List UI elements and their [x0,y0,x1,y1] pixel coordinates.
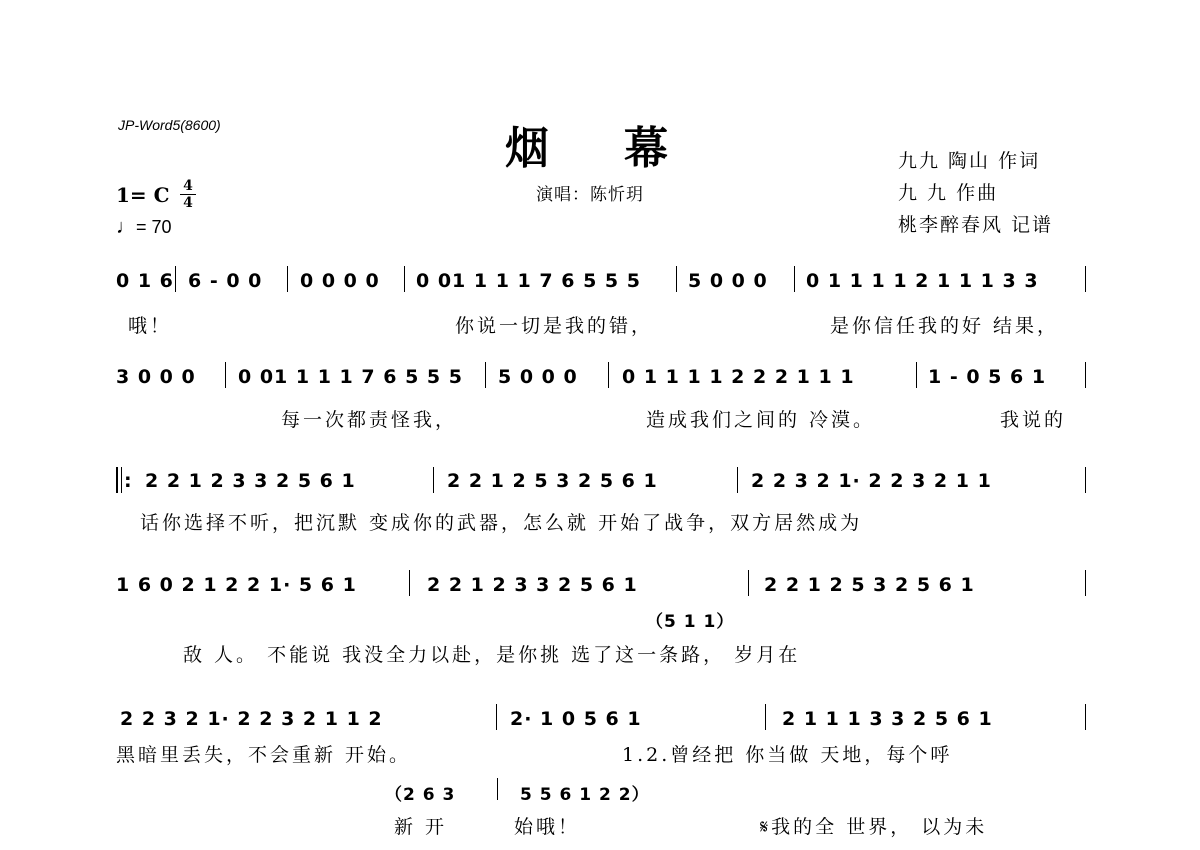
row1-lyric2: 你说一切是我的错， [455,315,654,337]
composer-credit: 九 九 作曲 [898,182,999,204]
row3-measure2: 2 2 1 2 5 3 2 5 6 1 [447,470,658,492]
row1-lyric1: 哦！ [128,315,173,337]
row4-measure2: 2 2 1 2 3 3 2 5 6 1 [427,574,638,596]
row4-lyrics: 敌 人。 不能说 我没全力以赴，是你挑 选了这一条路， 岁月在 [183,644,801,666]
alt-ending-lyric3: 𝄋我的全 世界， 以为未 [760,816,988,838]
row2-measure4: 0 1 1 1 1 2 2 2 1 1 1 [622,366,855,388]
row4-measure1: 1 6 0 2 1 2 2 1· 5 6 1 [116,574,357,596]
time-signature-top: 4 [183,178,193,194]
row2-lyric3: 我说的 [1000,409,1067,431]
time-signature-bottom: 4 [183,195,193,211]
alt-ending-lyric2: 始哦！ [514,816,581,838]
row2-lyric2: 造成我们之间的 冷漠。 [646,409,876,431]
song-title: 烟幕 [505,123,743,174]
row5-lyric2: 1.2.曾经把 你当做 天地，每个呼 [622,744,953,766]
row1-measure2: 6 - 0 0 [188,270,263,292]
transcriber-credit: 桃李醉春风 记谱 [898,214,1054,236]
lyricist-credit: 九九 陶山 作词 [898,150,1041,172]
key-signature: 1= C [116,183,170,207]
row5-lyric1: 黑暗里丢失，不会重新 开始。 [116,744,412,766]
row2-measure3: 5 0 0 0 [498,366,578,388]
row1-measure6: 0 1 1 1 1 2 1 1 1 3 3 [806,270,1039,292]
tempo-value: = 70 [136,217,172,237]
repeat-sign: : [124,470,133,492]
time-signature [180,179,196,210]
tempo-marking [116,216,172,239]
software-label: JP-Word5(8600) [118,117,221,133]
row3-measure3: 2 2 3 2 1· 2 2 3 2 1 1 [751,470,992,492]
row3-measure1: 2 2 1 2 3 3 2 5 6 1 [145,470,356,492]
row5-measure1: 2 2 3 2 1· 2 2 3 2 1 1 2 [120,708,383,730]
row2-measure1: 3 0 0 0 [116,366,196,388]
row1-measure4: 0 01 1 1 1 7 6 5 5 5 [416,270,641,292]
row1-measure5: 5 0 0 0 [688,270,768,292]
alt-ending-notes2: 5 5 6 1 2 2） [520,785,650,805]
row1-measure3: 0 0 0 0 [300,270,380,292]
alt-ending-notes1: （2 6 3 [385,785,456,805]
row3-lyrics: 话你选择不听，把沉默 变成你的武器，怎么就 开始了战争，双方居然成为 [140,512,863,534]
row4-alt-notes: （5 1 1） [646,612,735,632]
row5-measure2: 2· 1 0 5 6 1 [510,708,642,730]
alt-ending-lyric1: 新 开 [394,816,448,838]
row2-measure5: 1 - 0 5 6 1 [928,366,1047,388]
row1-measure1: 0 1 6 [116,270,174,292]
row4-measure3: 2 2 1 2 5 3 2 5 6 1 [764,574,975,596]
quarter-note-icon: ♩ [116,216,136,238]
row5-measure3: 2 1 1 1 3 3 2 5 6 1 [782,708,993,730]
row2-measure2: 0 01 1 1 1 7 6 5 5 5 [238,366,463,388]
row1-lyric3: 是你信任我的好 结果， [830,315,1060,337]
singer-credit: 演唱：陈忻玥 [536,185,644,205]
row2-lyric1: 每一次都责怪我， [281,409,458,431]
